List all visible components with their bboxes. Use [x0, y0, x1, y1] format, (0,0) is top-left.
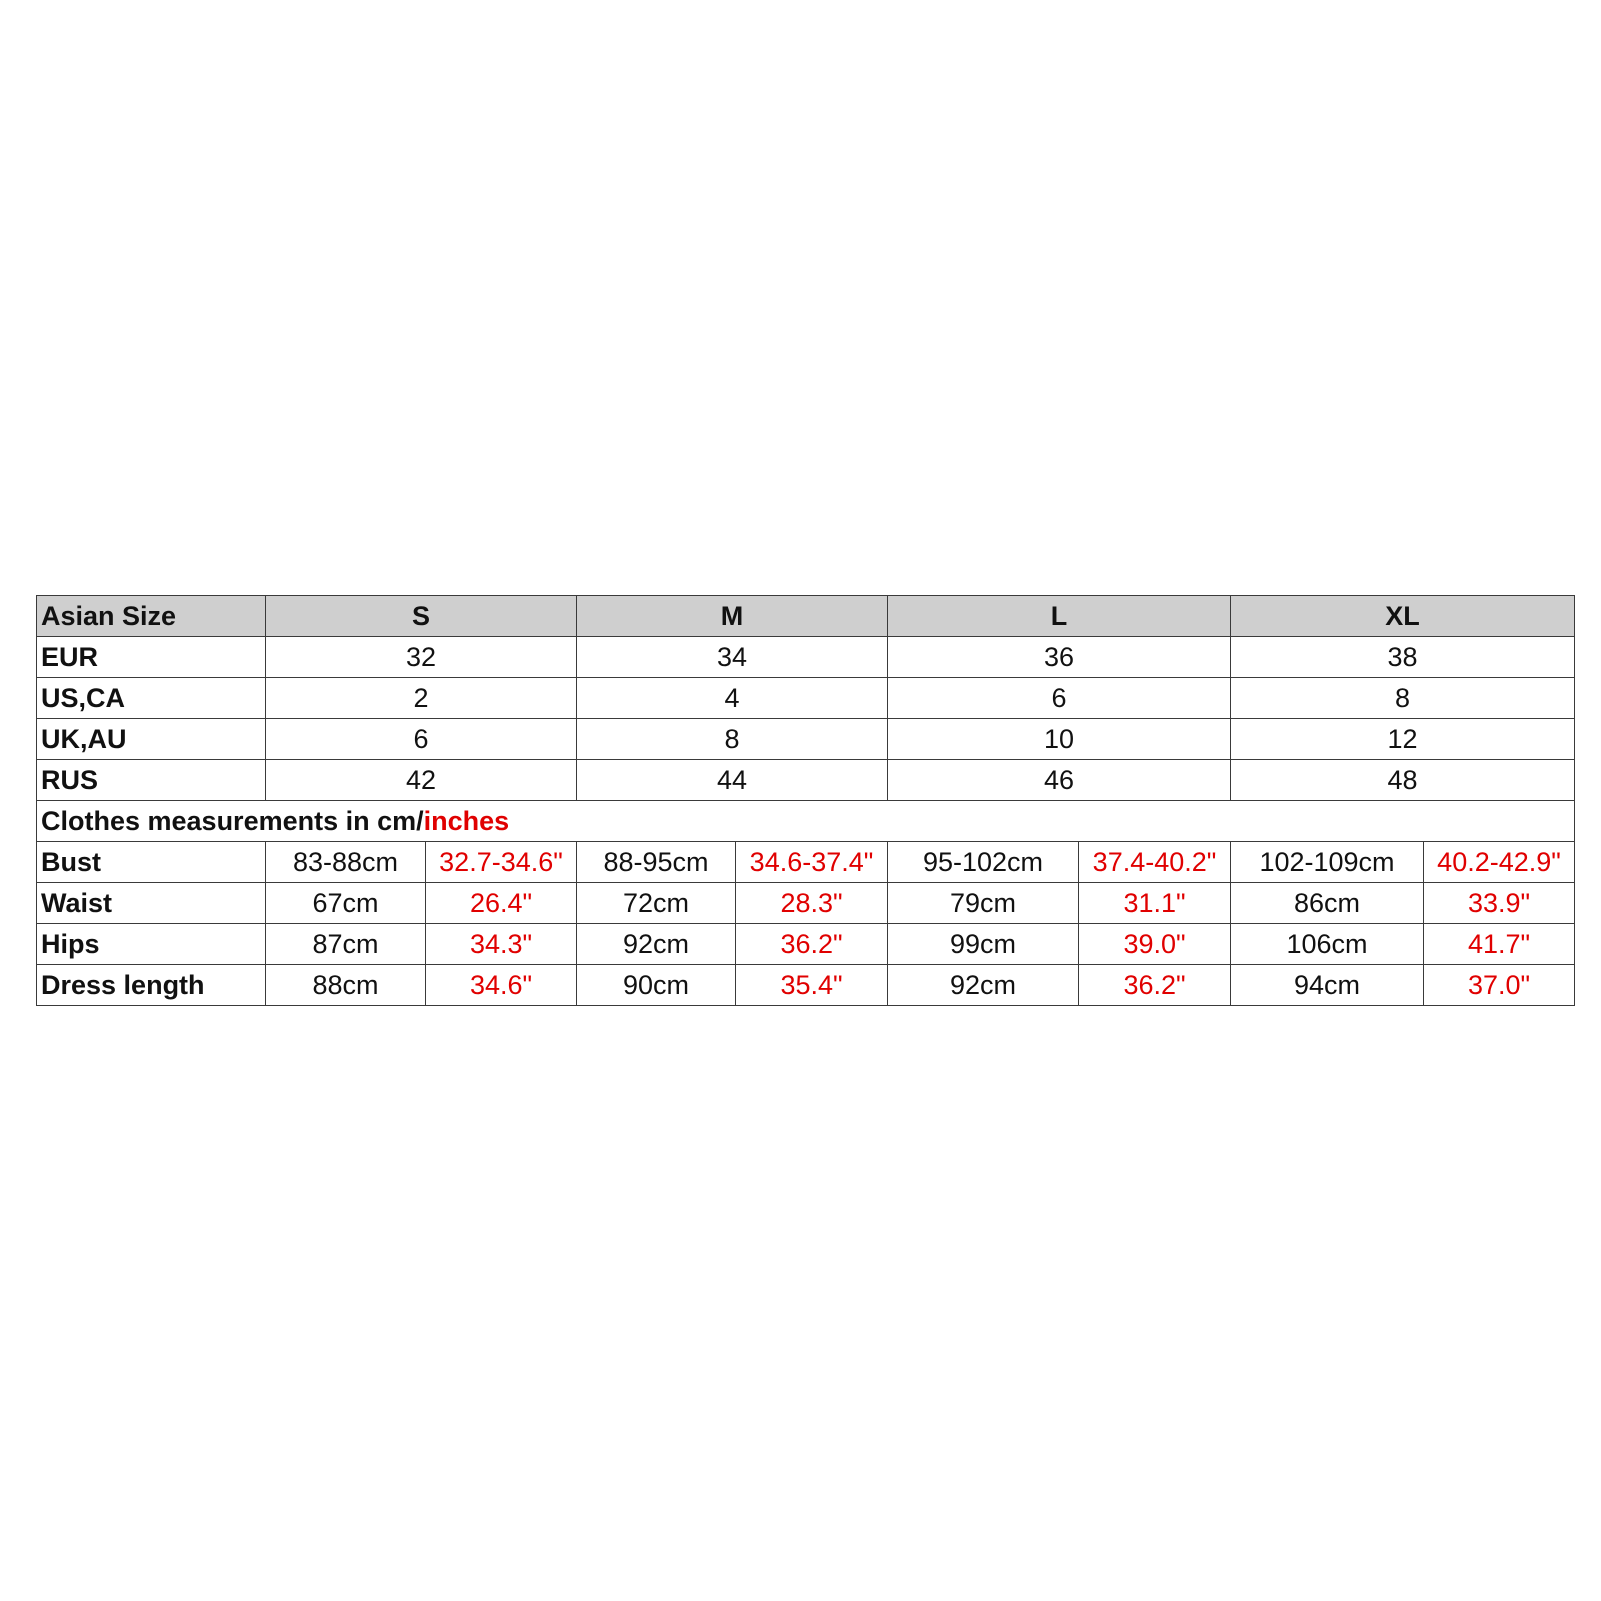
section-row: [37, 801, 1575, 842]
cm-cell: 92cm: [888, 965, 1079, 1006]
cell-value: 44: [577, 760, 888, 801]
section-title: [37, 801, 1575, 842]
cell-value: 10: [888, 719, 1231, 760]
cm-cell: 88-95cm: [577, 842, 736, 883]
cell-value: 34: [577, 637, 888, 678]
size-m-header: M: [577, 596, 888, 637]
cm-cell: 102-109cm: [1231, 842, 1424, 883]
inch-cell: 37.4-40.2": [1079, 842, 1231, 883]
row-label: Hips: [37, 924, 266, 965]
cell-value: 46: [888, 760, 1231, 801]
cell-value: 38: [1231, 637, 1575, 678]
inch-cell: 26.4": [426, 883, 577, 924]
size-l-header: L: [888, 596, 1231, 637]
size-chart-table: [36, 595, 1575, 1006]
cm-cell: 99cm: [888, 924, 1079, 965]
row-label: Waist: [37, 883, 266, 924]
cm-cell: 83-88cm: [266, 842, 426, 883]
measurement-row-dress-length: [37, 965, 1575, 1006]
cell-value: 42: [266, 760, 577, 801]
cm-cell: 87cm: [266, 924, 426, 965]
cm-cell: 90cm: [577, 965, 736, 1006]
conversion-row-us-ca: [37, 678, 1575, 719]
section-title-accent: inches: [423, 805, 510, 836]
cell-value: 6: [266, 719, 577, 760]
inch-cell: 34.3": [426, 924, 577, 965]
inch-cell: 28.3": [736, 883, 888, 924]
cm-cell: 95-102cm: [888, 842, 1079, 883]
inch-cell: 36.2": [736, 924, 888, 965]
cell-value: 4: [577, 678, 888, 719]
inch-cell: 32.7-34.6": [426, 842, 577, 883]
row-label: US,CA: [37, 678, 266, 719]
cell-value: 8: [577, 719, 888, 760]
row-label: UK,AU: [37, 719, 266, 760]
cm-cell: 67cm: [266, 883, 426, 924]
inch-cell: 34.6": [426, 965, 577, 1006]
cell-value: 8: [1231, 678, 1575, 719]
section-title-prefix: Clothes measurements in cm/: [41, 805, 424, 836]
inch-cell: 35.4": [736, 965, 888, 1006]
row-label: RUS: [37, 760, 266, 801]
measurement-row-hips: [37, 924, 1575, 965]
cm-cell: 106cm: [1231, 924, 1424, 965]
conversion-row-eur: [37, 637, 1575, 678]
inch-cell: 33.9": [1424, 883, 1575, 924]
inch-cell: 34.6-37.4": [736, 842, 888, 883]
cm-cell: 88cm: [266, 965, 426, 1006]
inch-cell: 37.0": [1424, 965, 1575, 1006]
cm-cell: 94cm: [1231, 965, 1424, 1006]
cm-cell: 92cm: [577, 924, 736, 965]
header-row: [37, 596, 1575, 637]
header-label: Asian Size: [37, 596, 266, 637]
size-s-header: S: [266, 596, 577, 637]
row-label: EUR: [37, 637, 266, 678]
conversion-row-rus: [37, 760, 1575, 801]
cell-value: 6: [888, 678, 1231, 719]
inch-cell: 31.1": [1079, 883, 1231, 924]
cm-cell: 79cm: [888, 883, 1079, 924]
inch-cell: 39.0": [1079, 924, 1231, 965]
measurement-row-waist: [37, 883, 1575, 924]
cell-value: 36: [888, 637, 1231, 678]
size-xl-header: XL: [1231, 596, 1575, 637]
cm-cell: 72cm: [577, 883, 736, 924]
cell-value: 32: [266, 637, 577, 678]
cm-cell: 86cm: [1231, 883, 1424, 924]
cell-value: 2: [266, 678, 577, 719]
inch-cell: 36.2": [1079, 965, 1231, 1006]
inch-cell: 40.2-42.9": [1424, 842, 1575, 883]
inch-cell: 41.7": [1424, 924, 1575, 965]
row-label: Dress length: [37, 965, 266, 1006]
conversion-row-uk-au: [37, 719, 1575, 760]
cell-value: 48: [1231, 760, 1575, 801]
row-label: Bust: [37, 842, 266, 883]
cell-value: 12: [1231, 719, 1575, 760]
measurement-row-bust: [37, 842, 1575, 883]
